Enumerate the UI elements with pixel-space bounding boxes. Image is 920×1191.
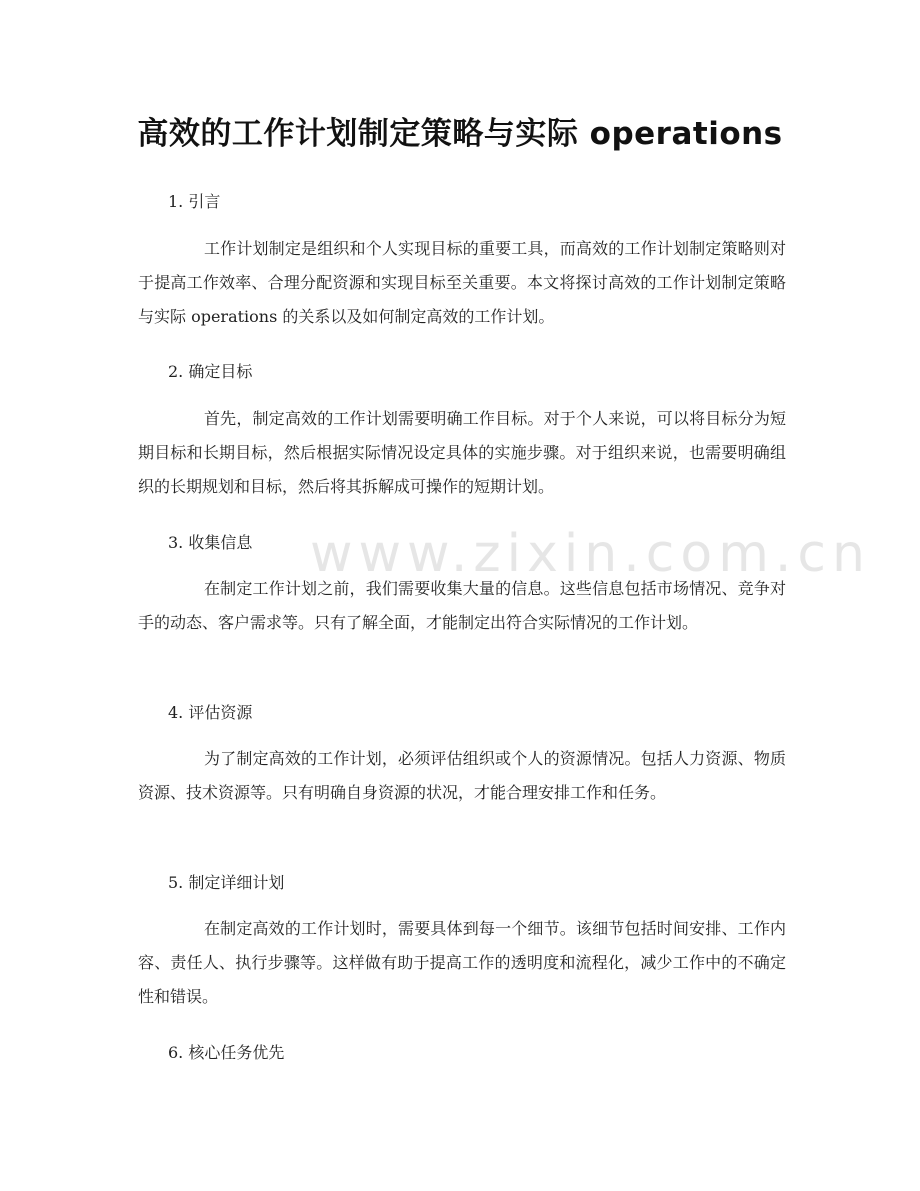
section-heading-resources: 4. 评估资源 bbox=[168, 703, 253, 722]
section-heading-info: 3. 收集信息 bbox=[168, 533, 253, 552]
section-paragraph-intro: 工作计划制定是组织和个人实现目标的重要工具，而高效的工作计划制定策略则对于提高工作效率、合理分配资源和实现目标至关重要。本文将探讨高效的工作计划制定策略与实际 operations 的关系以及如何制定高效的工作计划。 bbox=[138, 239, 786, 326]
section-paragraph-resources: 为了制定高效的工作计划，必须评估组织或个人的资源情况。包括人力资源、物质资源、技术资源等。只有明确自身资源的状况，才能合理安排工作和任务。 bbox=[138, 749, 786, 802]
watermark: www.zixin.com.cn bbox=[310, 524, 871, 584]
section-heading-goals: 2. 确定目标 bbox=[168, 362, 253, 381]
section-paragraph-goals: 首先，制定高效的工作计划需要明确工作目标。对于个人来说，可以将目标分为短期目标和长期目标，然后根据实际情况设定具体的实施步骤。对于组织来说，也需要明确组织的长期规划和目标，然后将其拆解成可操作的短期计划。 bbox=[138, 409, 786, 496]
page-title: 高效的工作计划制定策略与实际 operations bbox=[137, 116, 783, 152]
section-paragraph-detailed-plan: 在制定高效的工作计划时，需要具体到每一个细节。该细节包括时间安排、工作内容、责任人、执行步骤等。这样做有助于提高工作的透明度和流程化，减少工作中的不确定性和错误。 bbox=[138, 919, 786, 1006]
section-paragraph-info: 在制定工作计划之前，我们需要收集大量的信息。这些信息包括市场情况、竞争对手的动态、客户需求等。只有了解全面，才能制定出符合实际情况的工作计划。 bbox=[138, 579, 786, 632]
section-heading-detailed-plan: 5. 制定详细计划 bbox=[168, 873, 285, 892]
section-heading-core-tasks: 6. 核心任务优先 bbox=[168, 1043, 285, 1062]
section-heading-intro: 1. 引言 bbox=[168, 192, 221, 211]
